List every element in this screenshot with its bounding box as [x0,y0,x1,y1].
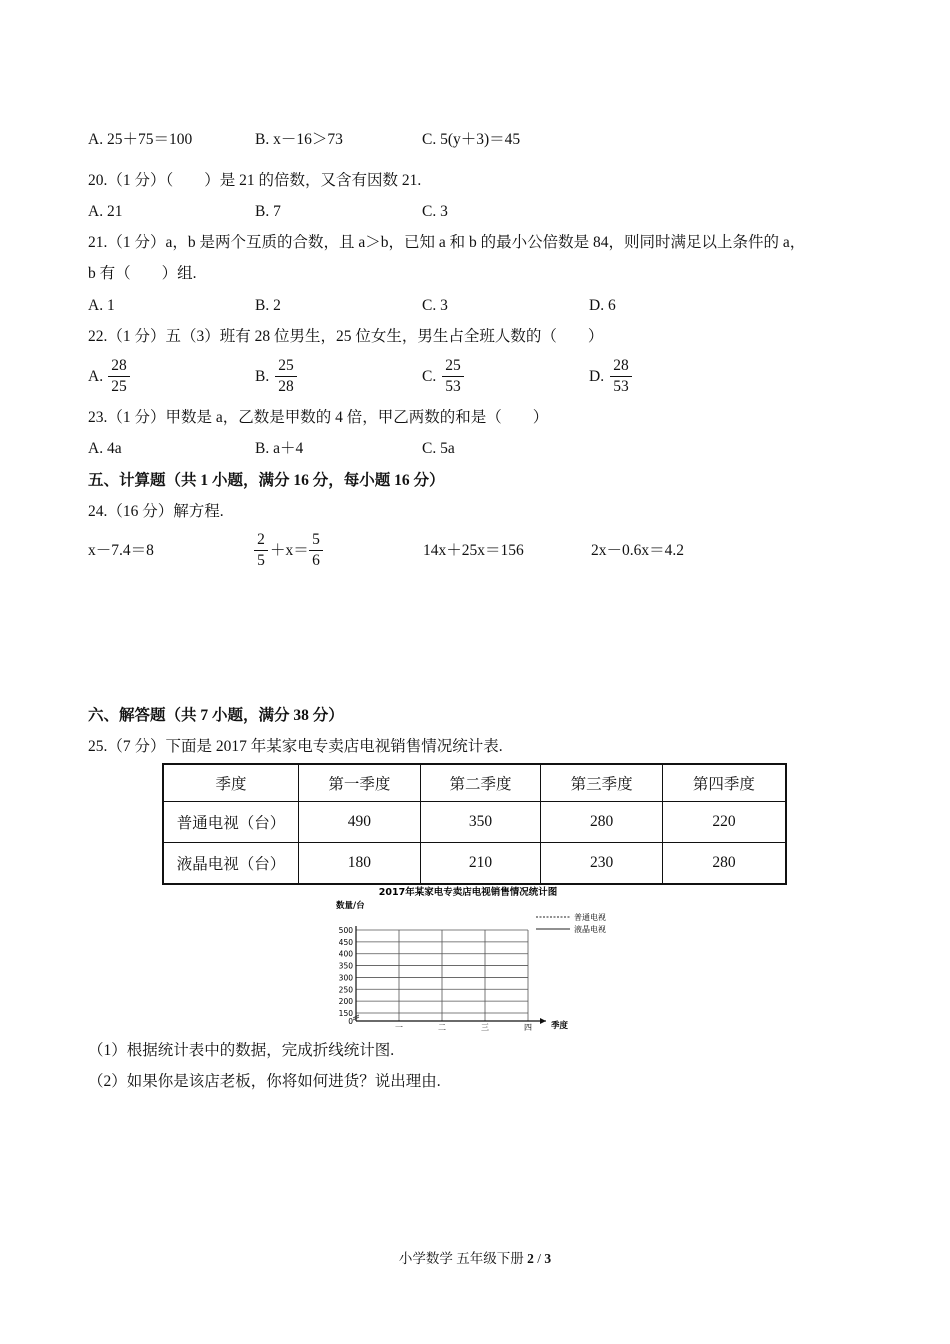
chart-y-tick-label: 150 [338,1009,353,1018]
table-header-cell: 第三季度 [541,764,663,802]
footer-page-number: 2 [527,1251,534,1266]
chart-x-ticks [395,1023,532,1032]
q22-option-d-label: D. [589,368,605,385]
q21-stem-line1: 21.（1 分）a，b 是两个互质的合数，且 a＞b，已知 a 和 b 的最小公倍数是 84，则同时满足以上条件的 a， [88,234,806,251]
chart-x-axis-arrow [540,1018,546,1024]
chart-y-tick-label: 450 [338,937,353,947]
q24-equation-4: 2x－0.6x＝4.2 [591,542,685,559]
table-cell: 230 [541,843,663,885]
q22-option-b-label: B. [255,368,270,385]
q24-equation-2-fraction-2 [309,530,323,571]
table-cell: 220 [662,802,786,843]
q22-option-a-fraction [108,356,130,397]
q21-option-a: A. 1 [88,297,115,314]
fraction-denominator: 5 [257,552,265,569]
table-header-cell: 季度 [163,764,299,802]
chart-y-tick-label: 250 [338,985,353,995]
q25-sub-question-1: （1）根据统计表中的数据，完成折线统计图. [88,1042,395,1059]
q20-option-c: C. 3 [422,203,448,220]
q19-option-b: B. x－16＞73 [255,131,343,148]
q21-stem-line2: b 有（ ）组. [88,265,197,282]
table-cell: 280 [541,802,663,843]
table-cell: 350 [420,802,541,843]
chart-legend-label: 普通电视 [574,913,606,922]
chart-x-tick-label: 四 [524,1023,532,1032]
chart-y-tick-label: 0 [348,1017,353,1026]
chart-y-ticks [339,926,354,1026]
chart-y-tick-label: 200 [338,997,353,1007]
fraction-numerator: 28 [610,356,632,377]
chart-y-axis-label: 数量/台 [336,901,365,911]
chart-y-tick-label: 350 [338,961,353,971]
table-header-cell: 第二季度 [420,764,541,802]
q24-stem: 24.（16 分）解方程. [88,503,224,520]
fraction-numerator: 5 [309,530,323,551]
chart-title: 2017年某家电专卖店电视销售情况统计图 [378,887,558,898]
chart-legend-label: 液晶电视 [574,925,606,934]
q22-stem: 22.（1 分）五（3）班有 28 位男生，25 位女生，男生占全班人数的（ ） [88,328,604,345]
table-cell: 180 [299,843,421,885]
section6-title: 六、解答题（共 7 小题，满分 38 分） [88,707,344,724]
q20-option-a: A. 21 [88,203,123,220]
table-cell: 280 [662,843,786,885]
chart-y-tick-label: 300 [338,973,353,983]
chart-x-tick-label: 一 [395,1023,403,1032]
table-header-cell: 第一季度 [299,764,421,802]
q19-option-a: A. 25＋75＝100 [88,131,193,148]
q25-sub-question-2: （2）如果你是该店老板，你将如何进货？说出理由. [88,1073,441,1090]
chart-x-tick-label: 三 [481,1023,489,1032]
chart-x-tick-label: 二 [438,1023,446,1032]
fraction-numerator: 25 [275,356,297,377]
q24-equation-3: 14x＋25x＝156 [423,542,524,559]
q23-option-c: C. 5a [422,440,455,457]
q19-option-c: C. 5(y＋3)＝45 [422,131,521,148]
section5-title: 五、计算题（共 1 小题，满分 16 分，每小题 16 分） [88,472,445,489]
fraction-numerator: 28 [108,356,130,377]
q22-option-c-fraction [442,356,464,397]
q21-option-c: C. 3 [422,297,448,314]
fraction-numerator: 25 [442,356,464,377]
q22-option-d-fraction [610,356,632,397]
chart-x-axis-label: 季度 [551,1021,569,1031]
chart-y-tick-label: 400 [338,949,353,959]
fraction-denominator: 53 [613,378,629,395]
q24-equation-1: x－7.4＝8 [88,542,154,559]
q24-equation-2-middle: ＋x＝ [270,542,309,559]
q20-stem: 20.（1 分）（ ）是 21 的倍数，又含有因数 21. [88,172,422,189]
table-header-row [163,764,786,802]
fraction-denominator: 53 [445,378,461,395]
q23-option-a: A. 4a [88,440,122,457]
line-chart [330,884,630,1034]
fraction-denominator: 28 [278,378,294,395]
q22-option-c-label: C. [422,368,437,385]
q25-stem: 25.（7 分）下面是 2017 年某家电专卖店电视销售情况统计表. [88,738,503,755]
chart-legend [536,912,606,934]
chart-grid [353,926,546,1024]
q20-option-b: B. 7 [255,203,281,220]
table-row [163,802,786,843]
table-header-cell: 第四季度 [662,764,786,802]
footer-page-total: 3 [544,1251,552,1266]
table-cell: 普通电视（台） [163,802,299,843]
chart-y-tick-label: 500 [338,926,353,935]
q22-option-a-label: A. [88,368,104,385]
table-cell: 490 [299,802,421,843]
q23-stem: 23.（1 分）甲数是 a，乙数是甲数的 4 倍，甲乙两数的和是（ ） [88,409,549,426]
table-cell: 液晶电视（台） [163,843,299,885]
q23-option-b: B. a＋4 [255,440,304,457]
footer-title: 小学数学 五年级下册 [398,1251,528,1266]
q22-option-b-fraction [275,356,297,397]
table-row [163,843,786,885]
q24-equation-2-fraction-1 [254,530,268,571]
page-footer [0,1247,950,1267]
fraction-denominator: 25 [111,378,127,395]
fraction-numerator: 2 [254,530,268,551]
q21-option-d: D. 6 [589,297,616,314]
sales-table [162,763,787,885]
fraction-denominator: 6 [312,552,320,569]
footer-separator: / [533,1251,545,1266]
q21-option-b: B. 2 [255,297,281,314]
table-cell: 210 [420,843,541,885]
